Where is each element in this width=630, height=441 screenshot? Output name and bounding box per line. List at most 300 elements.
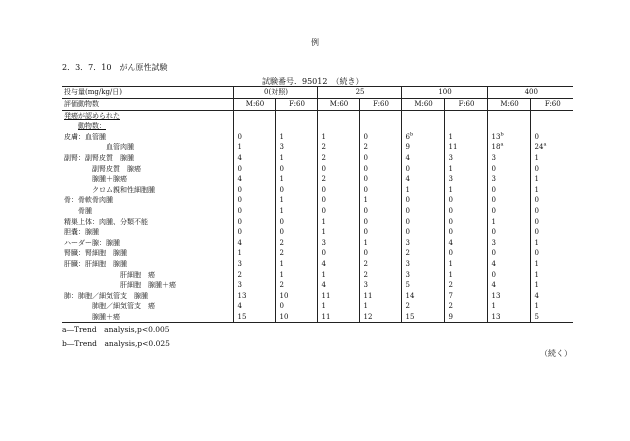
value-cell <box>401 174 444 185</box>
cell-value: 1 <box>279 196 284 205</box>
cell-value: 1 <box>321 132 326 141</box>
footnote-a: a―Trend analysis,p<0.005 <box>62 325 170 334</box>
value-cell <box>487 291 530 302</box>
sex-count-cell: F:60 <box>444 98 487 110</box>
row-label: 動物数： <box>78 122 106 131</box>
sex-count-cell: F:60 <box>530 98 573 110</box>
cell-value: 3 <box>405 259 410 268</box>
cell-value: 0 <box>405 196 410 205</box>
cell-value: 1 <box>321 217 326 226</box>
value-cell <box>233 227 275 238</box>
value-cell <box>233 185 275 196</box>
table-row <box>62 238 573 249</box>
value-cell <box>317 270 359 281</box>
table-row <box>62 280 573 291</box>
value-cell <box>444 174 487 185</box>
cell-value: 0 <box>321 185 326 194</box>
cell-value: 2 <box>448 302 453 311</box>
value-cell <box>530 153 573 164</box>
cell-value: 0 <box>279 302 284 311</box>
cell-value: 10 <box>279 312 289 321</box>
cell-value: 0 <box>491 206 496 215</box>
footnote-marker: a <box>543 142 547 149</box>
cell-value: 0 <box>363 206 368 215</box>
value-cell <box>444 110 487 121</box>
value-cell <box>401 312 444 323</box>
cell-value: 4 <box>491 259 496 268</box>
cell-value: 0 <box>491 164 496 173</box>
cell-value: 0 <box>405 217 410 226</box>
value-cell <box>487 301 530 312</box>
cell-value: 0 <box>279 228 284 237</box>
carcinogenicity-table <box>62 86 573 323</box>
cell-value: 0 <box>491 270 496 279</box>
cell-value: 2 <box>321 143 326 152</box>
value-cell <box>317 153 359 164</box>
cell-value: 3 <box>321 238 326 247</box>
value-cell <box>444 301 487 312</box>
cell-value: 0 <box>237 196 242 205</box>
cell-value: 2 <box>363 270 368 279</box>
cell-value: 0 <box>491 196 496 205</box>
value-cell <box>487 185 530 196</box>
table-row <box>62 270 573 281</box>
cell-value: 2 <box>279 281 284 290</box>
table-row <box>62 259 573 270</box>
cell-value: 2 <box>321 175 326 184</box>
value-cell <box>487 174 530 185</box>
cell-value: 0 <box>534 196 539 205</box>
cell-value: 1 <box>534 270 539 279</box>
cell-value: 2 <box>363 143 368 152</box>
value-cell <box>444 217 487 228</box>
value-cell <box>401 248 444 259</box>
value-cell <box>233 238 275 249</box>
value-cell <box>317 206 359 217</box>
cell-value: 1 <box>534 185 539 194</box>
value-cell <box>444 291 487 302</box>
cell-value: 10 <box>279 291 289 300</box>
value-cell <box>275 142 317 153</box>
dose-group-header: 25 <box>317 87 401 99</box>
cell-value: 0 <box>363 228 368 237</box>
row-label: 発癌が認められた <box>64 111 120 120</box>
value-cell <box>401 132 444 143</box>
cell-value: 0 <box>491 228 496 237</box>
value-cell <box>233 132 275 143</box>
value-cell <box>444 227 487 238</box>
value-cell <box>233 206 275 217</box>
cell-value: 0 <box>321 206 326 215</box>
sex-count-cell: F:60 <box>359 98 401 110</box>
cell-value: 4 <box>237 153 242 162</box>
cell-value: 0 <box>363 153 368 162</box>
cell-value: 1 <box>448 185 453 194</box>
value-cell <box>444 259 487 270</box>
value-cell <box>359 195 401 206</box>
cell-value: 0 <box>534 217 539 226</box>
cell-value: 1 <box>279 153 284 162</box>
value-cell <box>487 121 530 132</box>
cell-value: 4 <box>321 281 326 290</box>
cell-value: 1 <box>321 270 326 279</box>
cell-value: 0 <box>237 206 242 215</box>
cell-value: 3 <box>491 175 496 184</box>
cell-value: 2 <box>237 270 242 279</box>
cell-value: 0 <box>491 185 496 194</box>
value-cell <box>487 142 530 153</box>
value-cell <box>317 217 359 228</box>
value-cell <box>530 270 573 281</box>
cell-value: 0 <box>448 196 453 205</box>
value-cell <box>275 206 317 217</box>
row-label: クロム親和性細胞腫 <box>92 185 155 194</box>
value-cell <box>359 110 401 121</box>
value-cell <box>317 195 359 206</box>
footnote-b: b―Trend analysis,p<0.025 <box>62 339 170 348</box>
value-cell <box>275 153 317 164</box>
value-cell <box>401 195 444 206</box>
cell-value: 4 <box>237 302 242 311</box>
cell-value: 13 <box>491 312 501 321</box>
cell-value: 0 <box>534 228 539 237</box>
value-cell <box>317 280 359 291</box>
table-row <box>62 227 573 238</box>
dose-header-row <box>62 87 573 99</box>
cell-value: 15 <box>405 312 415 321</box>
value-cell <box>233 270 275 281</box>
value-cell <box>233 195 275 206</box>
animal-count-label: 評価動物数 <box>62 98 233 110</box>
value-cell <box>275 132 317 143</box>
cell-value: 1 <box>448 132 453 141</box>
table-row <box>62 248 573 259</box>
value-cell <box>530 312 573 323</box>
cell-value: 0 <box>321 249 326 258</box>
cell-value: 0 <box>448 217 453 226</box>
value-cell <box>530 132 573 143</box>
value-cell <box>359 153 401 164</box>
table-row <box>62 132 573 143</box>
value-cell <box>317 301 359 312</box>
cell-value: 11 <box>321 312 331 321</box>
cell-value: 2 <box>363 259 368 268</box>
row-label: 肝細胞 腺腫＋癌 <box>120 281 176 290</box>
value-cell <box>233 259 275 270</box>
cell-value: 3 <box>237 259 242 268</box>
value-cell <box>444 142 487 153</box>
cell-value: 0 <box>237 228 242 237</box>
cell-value: 6 <box>405 132 410 141</box>
cell-value: 0 <box>534 132 539 141</box>
value-cell <box>317 312 359 323</box>
value-cell <box>401 206 444 217</box>
cell-value: 2 <box>321 153 326 162</box>
value-cell <box>275 238 317 249</box>
value-cell <box>275 301 317 312</box>
value-cell <box>530 227 573 238</box>
value-cell <box>530 185 573 196</box>
value-cell <box>401 121 444 132</box>
value-cell <box>401 291 444 302</box>
cell-value: 1 <box>405 185 410 194</box>
value-cell <box>275 280 317 291</box>
dose-column-label: 投与量(mg/kg/日) <box>62 87 233 99</box>
row-label: 血管肉腫 <box>106 143 134 152</box>
value-cell <box>487 280 530 291</box>
table-row <box>62 174 573 185</box>
value-cell <box>359 238 401 249</box>
value-cell <box>530 291 573 302</box>
value-cell <box>401 110 444 121</box>
value-cell <box>317 121 359 132</box>
cell-value: 1 <box>279 175 284 184</box>
footnote-marker: a <box>500 142 504 149</box>
value-cell <box>401 217 444 228</box>
value-cell <box>233 142 275 153</box>
table-row <box>62 217 573 228</box>
value-cell <box>530 259 573 270</box>
row-label: 肺：肺胞／細気管支 腺腫 <box>64 291 148 300</box>
cell-value: 12 <box>363 312 373 321</box>
cell-value: 1 <box>491 302 496 311</box>
value-cell <box>233 248 275 259</box>
cell-value: 7 <box>448 291 453 300</box>
value-cell <box>275 164 317 175</box>
value-cell <box>530 121 573 132</box>
dose-group-header: 400 <box>487 87 573 99</box>
cell-value: 0 <box>279 164 284 173</box>
cell-value: 1 <box>534 175 539 184</box>
value-cell <box>444 206 487 217</box>
cell-value: 3 <box>237 281 242 290</box>
value-cell <box>401 301 444 312</box>
table-row <box>62 153 573 164</box>
value-cell <box>487 164 530 175</box>
cell-value: 1 <box>448 164 453 173</box>
cell-value: 1 <box>279 259 284 268</box>
value-cell <box>530 280 573 291</box>
cell-value: 0 <box>237 217 242 226</box>
cell-value: 2 <box>405 249 410 258</box>
cell-value: 1 <box>448 259 453 268</box>
cell-value: 5 <box>534 312 539 321</box>
cell-value: 1 <box>237 249 242 258</box>
value-cell <box>444 164 487 175</box>
cell-value: 1 <box>279 132 284 141</box>
value-cell <box>401 142 444 153</box>
cell-value: 1 <box>237 143 242 152</box>
row-label: 骨腫 <box>78 206 92 215</box>
cell-value: 1 <box>534 259 539 268</box>
cell-value: 3 <box>279 143 284 152</box>
value-cell <box>317 227 359 238</box>
value-cell <box>275 291 317 302</box>
value-cell <box>317 110 359 121</box>
cell-value: 0 <box>363 185 368 194</box>
value-cell <box>317 132 359 143</box>
cell-value: 1 <box>491 217 496 226</box>
value-cell <box>530 248 573 259</box>
value-cell <box>359 142 401 153</box>
cell-value: 0 <box>534 164 539 173</box>
value-cell <box>444 280 487 291</box>
cell-value: 4 <box>534 291 539 300</box>
value-cell <box>401 280 444 291</box>
value-cell <box>444 195 487 206</box>
table-row <box>62 121 573 132</box>
row-label: 肺胞／細気管支 癌 <box>92 302 155 311</box>
sex-count-cell: M:60 <box>401 98 444 110</box>
cell-value: 1 <box>363 302 368 311</box>
value-cell <box>530 301 573 312</box>
cell-value: 0 <box>237 132 242 141</box>
cell-value: 13 <box>237 291 247 300</box>
value-cell <box>317 174 359 185</box>
cell-value: 0 <box>534 249 539 258</box>
table-row <box>62 110 573 121</box>
value-cell <box>359 185 401 196</box>
cell-value: 3 <box>363 281 368 290</box>
cell-value: 13 <box>491 132 501 141</box>
value-cell <box>359 248 401 259</box>
table-row <box>62 291 573 302</box>
table-row <box>62 142 573 153</box>
cell-value: 4 <box>321 259 326 268</box>
value-cell <box>487 238 530 249</box>
cell-value: 0 <box>237 185 242 194</box>
value-cell <box>444 121 487 132</box>
value-cell <box>359 259 401 270</box>
value-cell <box>401 164 444 175</box>
row-label: 骨：骨軟骨肉腫 <box>64 196 113 205</box>
value-cell <box>359 301 401 312</box>
table-row <box>62 312 573 323</box>
value-cell <box>233 301 275 312</box>
cell-value: 1 <box>321 228 326 237</box>
cell-value: 11 <box>448 143 458 152</box>
cell-value: 3 <box>491 238 496 247</box>
value-cell <box>530 174 573 185</box>
value-cell <box>401 259 444 270</box>
value-cell <box>317 248 359 259</box>
cell-value: 0 <box>363 132 368 141</box>
cell-value: 0 <box>405 228 410 237</box>
cell-value: 0 <box>363 217 368 226</box>
value-cell <box>317 185 359 196</box>
value-cell <box>275 174 317 185</box>
cell-value: 3 <box>405 238 410 247</box>
dose-group-header: 0(対照) <box>233 87 317 99</box>
cell-value: 4 <box>237 238 242 247</box>
value-cell <box>401 185 444 196</box>
value-cell <box>233 174 275 185</box>
value-cell <box>487 110 530 121</box>
value-cell <box>487 259 530 270</box>
cell-value: 13 <box>491 291 501 300</box>
dose-group-header: 100 <box>401 87 487 99</box>
cell-value: 1 <box>279 206 284 215</box>
cell-value: 0 <box>405 206 410 215</box>
cell-value: 0 <box>448 206 453 215</box>
cell-value: 2 <box>279 249 284 258</box>
value-cell <box>487 248 530 259</box>
value-cell <box>359 217 401 228</box>
cell-value: 9 <box>448 312 453 321</box>
row-label: 胆嚢：腺腫 <box>64 228 99 237</box>
value-cell <box>530 217 573 228</box>
value-cell <box>233 164 275 175</box>
cell-value: 15 <box>237 312 247 321</box>
value-cell <box>233 291 275 302</box>
value-cell <box>233 280 275 291</box>
footnote-marker: b <box>410 131 414 138</box>
value-cell <box>275 227 317 238</box>
table-row <box>62 195 573 206</box>
cell-value: 0 <box>491 249 496 258</box>
cell-value: 1 <box>534 302 539 311</box>
value-cell <box>275 259 317 270</box>
value-cell <box>487 217 530 228</box>
row-label: 肝細胞 癌 <box>120 270 155 279</box>
value-cell <box>275 185 317 196</box>
value-cell <box>275 195 317 206</box>
value-cell <box>317 164 359 175</box>
cell-value: 24 <box>534 143 544 152</box>
value-cell <box>233 110 275 121</box>
value-cell <box>359 174 401 185</box>
row-label: 精巣上体：肉腫、分類不能 <box>64 217 148 226</box>
value-cell <box>401 153 444 164</box>
value-cell <box>317 238 359 249</box>
cell-value: 0 <box>448 228 453 237</box>
cell-value: 14 <box>405 291 415 300</box>
cell-value: 4 <box>405 175 410 184</box>
value-cell <box>233 312 275 323</box>
value-cell <box>530 110 573 121</box>
value-cell <box>487 227 530 238</box>
cell-value: 9 <box>405 143 410 152</box>
value-cell <box>317 291 359 302</box>
value-cell <box>359 132 401 143</box>
value-cell <box>359 206 401 217</box>
sex-count-cell: M:60 <box>487 98 530 110</box>
value-cell <box>359 291 401 302</box>
value-cell <box>233 153 275 164</box>
table-row <box>62 185 573 196</box>
sex-count-cell: F:60 <box>275 98 317 110</box>
value-cell <box>275 312 317 323</box>
value-cell <box>359 280 401 291</box>
cell-value: 11 <box>363 291 373 300</box>
cell-value: 11 <box>321 291 331 300</box>
cell-value: 0 <box>321 164 326 173</box>
cell-value: 3 <box>405 270 410 279</box>
value-cell <box>233 121 275 132</box>
cell-value: 0 <box>363 164 368 173</box>
cell-value: 0 <box>448 249 453 258</box>
cell-value: 2 <box>448 281 453 290</box>
cell-value: 4 <box>237 175 242 184</box>
value-cell <box>444 312 487 323</box>
value-cell <box>487 270 530 281</box>
row-label: 肝臓：肝細胞 腺腫 <box>64 259 127 268</box>
table-row <box>62 301 573 312</box>
cell-value: 0 <box>405 164 410 173</box>
row-label: 副腎皮質 腺癌 <box>92 164 141 173</box>
cell-value: 1 <box>363 196 368 205</box>
cell-value: 4 <box>405 153 410 162</box>
